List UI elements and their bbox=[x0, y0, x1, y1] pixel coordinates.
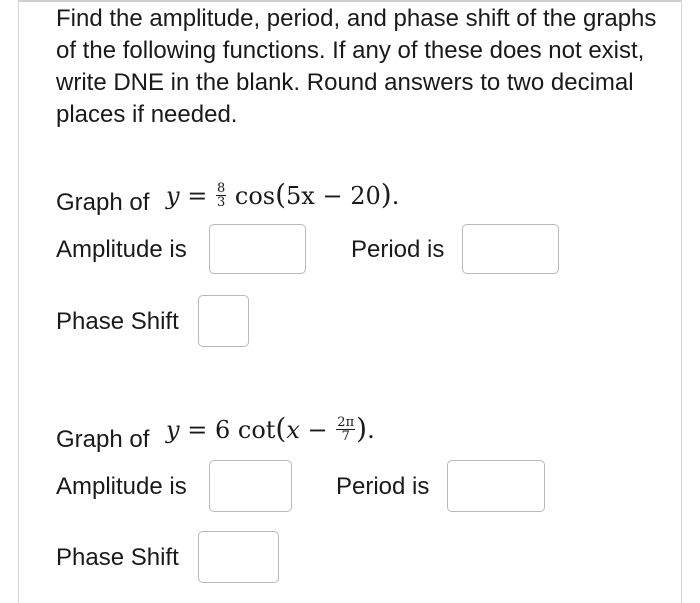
period-input-1[interactable] bbox=[462, 224, 559, 274]
eq1-frac-den: 3 bbox=[216, 195, 226, 210]
eq2-equals: = bbox=[187, 416, 208, 444]
eq1-dot: . bbox=[391, 182, 400, 210]
eq2-minus: − bbox=[307, 416, 328, 444]
equation-2 bbox=[166, 414, 375, 445]
phase-input-2[interactable] bbox=[198, 531, 279, 583]
eq2-dot: . bbox=[367, 416, 375, 444]
eq2-fraction bbox=[336, 416, 355, 443]
eq2-paren-close: ) bbox=[356, 412, 368, 445]
frame-right-border bbox=[681, 0, 682, 603]
equation-1 bbox=[166, 180, 399, 211]
amplitude-input-2[interactable] bbox=[209, 460, 292, 512]
eq1-arg: 5x − 20 bbox=[286, 182, 381, 210]
eq1-paren-close: ) bbox=[380, 178, 392, 211]
eq1-fraction bbox=[216, 182, 226, 209]
period-label-1: Period is bbox=[351, 236, 445, 263]
eq2-frac-num: 2π bbox=[337, 415, 355, 430]
eq1-equals: = bbox=[187, 182, 208, 210]
eq1-paren-open: ( bbox=[275, 178, 287, 211]
eq2-coef: 6 bbox=[214, 416, 231, 444]
phase-input-1[interactable] bbox=[198, 295, 249, 347]
graph-label-1: Graph of bbox=[56, 189, 150, 216]
phase-label-1: Phase Shift bbox=[56, 308, 179, 335]
instructions-text: Find the amplitude, period, and phase shift of the graphs of the following functions. If any of these does not exist, write DNE in the blank. Round answers to two decimal places if needed. bbox=[56, 5, 657, 128]
eq2-frac-den: 7 bbox=[341, 429, 350, 444]
eq1-frac-num: 8 bbox=[216, 181, 226, 196]
eq2-paren-open: ( bbox=[275, 412, 287, 445]
period-input-2[interactable] bbox=[447, 460, 545, 512]
eq2-y: y bbox=[166, 416, 180, 444]
amplitude-label-2: Amplitude is bbox=[56, 473, 187, 500]
phase-label-2: Phase Shift bbox=[56, 544, 179, 571]
eq2-x: x bbox=[286, 416, 300, 444]
graph-label-2: Graph of bbox=[56, 426, 150, 453]
amplitude-label-1: Amplitude is bbox=[56, 236, 187, 263]
eq1-func: cos bbox=[234, 182, 276, 210]
eq1-y: y bbox=[166, 182, 180, 210]
amplitude-input-1[interactable] bbox=[209, 224, 306, 274]
frame-left-border bbox=[18, 0, 19, 603]
period-label-2: Period is bbox=[336, 473, 430, 500]
frame-top-border bbox=[18, 0, 682, 2]
eq2-func: cot bbox=[237, 416, 276, 444]
